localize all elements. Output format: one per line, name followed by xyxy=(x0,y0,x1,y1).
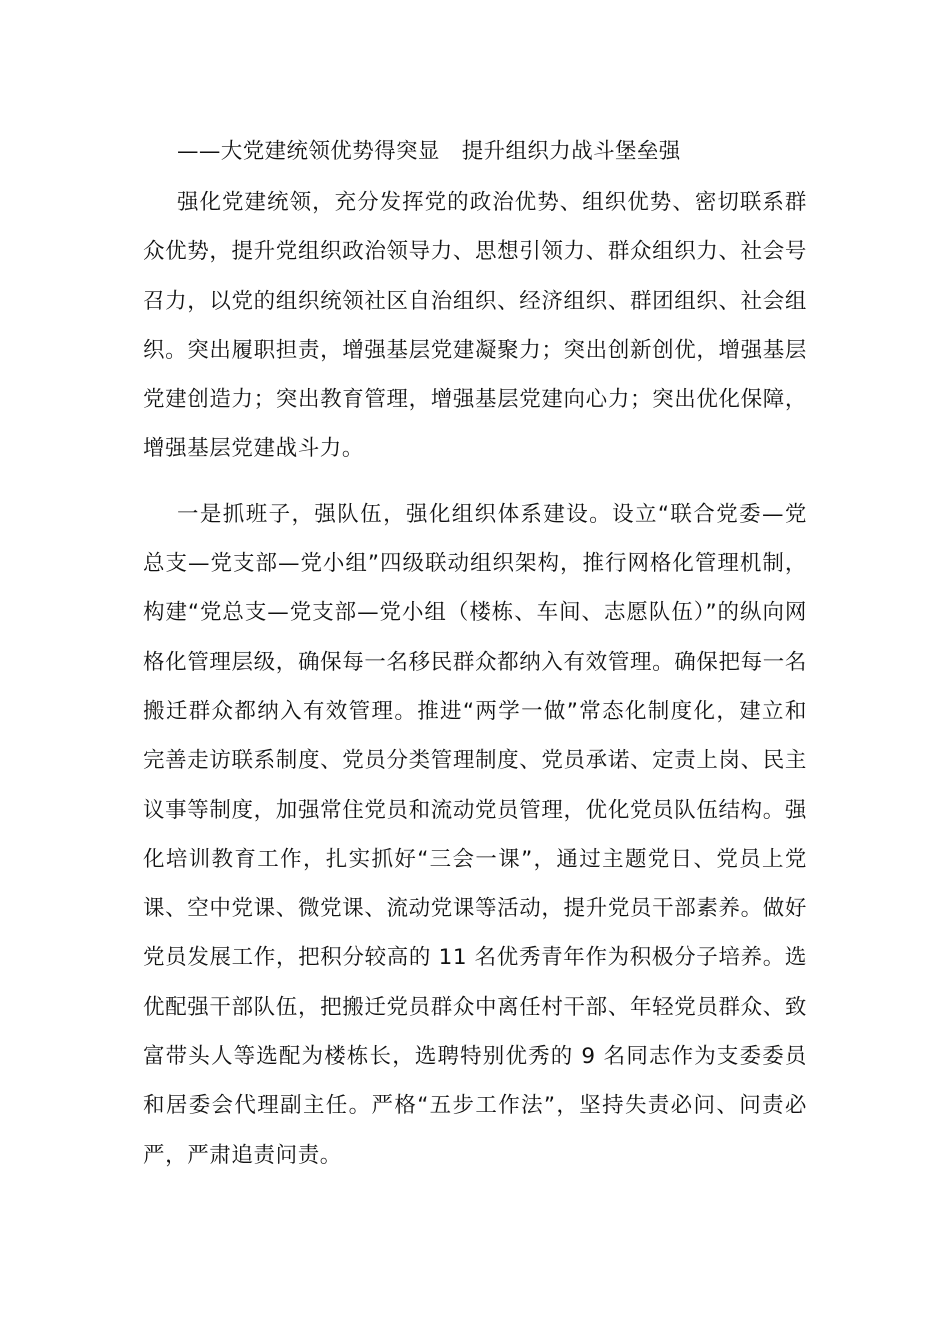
paragraph-organization-building: 一是抓班子，强队伍，强化组织体系建设。设立“联合党委—党总支—党支部—党小组”四级联动组织架构，推行网格化管理机制，构建“党总支—党支部—党小组（楼栋、车间、志愿队伍）”的纵向网格化管理层级，确保每一名移民群众都纳入有效管理。确保把每一名搬迁群众都纳入有效管理。推进“两学一做”常态化制度化，建立和完善走访联系制度、党员分类管理制度、党员承诺、定责上岗、民主议事等制度，加强常住党员和流动党员管理，优化党员队伍结构。强化培训教育工作，扎实抓好“三会一课”，通过主题党日、党员上党课、空中党课、微党课、流动党课等活动，提升党员干部素养。做好党员发展工作，把积分较高的 11 名优秀青年作为积极分子培养。选优配强干部队伍，把搬迁党员群众中离任村干部、年轻党员群众、致富带头人等选配为楼栋长，选聘特别优秀的 9 名同志作为支委委员和居委会代理副主任。严格“五步工作法”，坚持失责必问、问责必严，严肃追责问责。 xyxy=(143,501,807,1168)
document-body xyxy=(143,134,807,1196)
section-subtitle: ——大党建统领优势得突显 提升组织力战斗堡垒强 xyxy=(177,139,681,164)
paragraph-intro: 强化党建统领，充分发挥党的政治优势、组织优势、密切联系群众优势，提升党组织政治领导力、思想引领力、群众组织力、社会号召力，以党的组织统领社区自治组织、经济组织、群团组织、社会组织。突出履职担责，增强基层党建凝聚力；突出创新创优，增强基层党建创造力；突出教育管理，增强基层党建向心力；突出优化保障，增强基层党建战斗力。 xyxy=(143,190,807,462)
